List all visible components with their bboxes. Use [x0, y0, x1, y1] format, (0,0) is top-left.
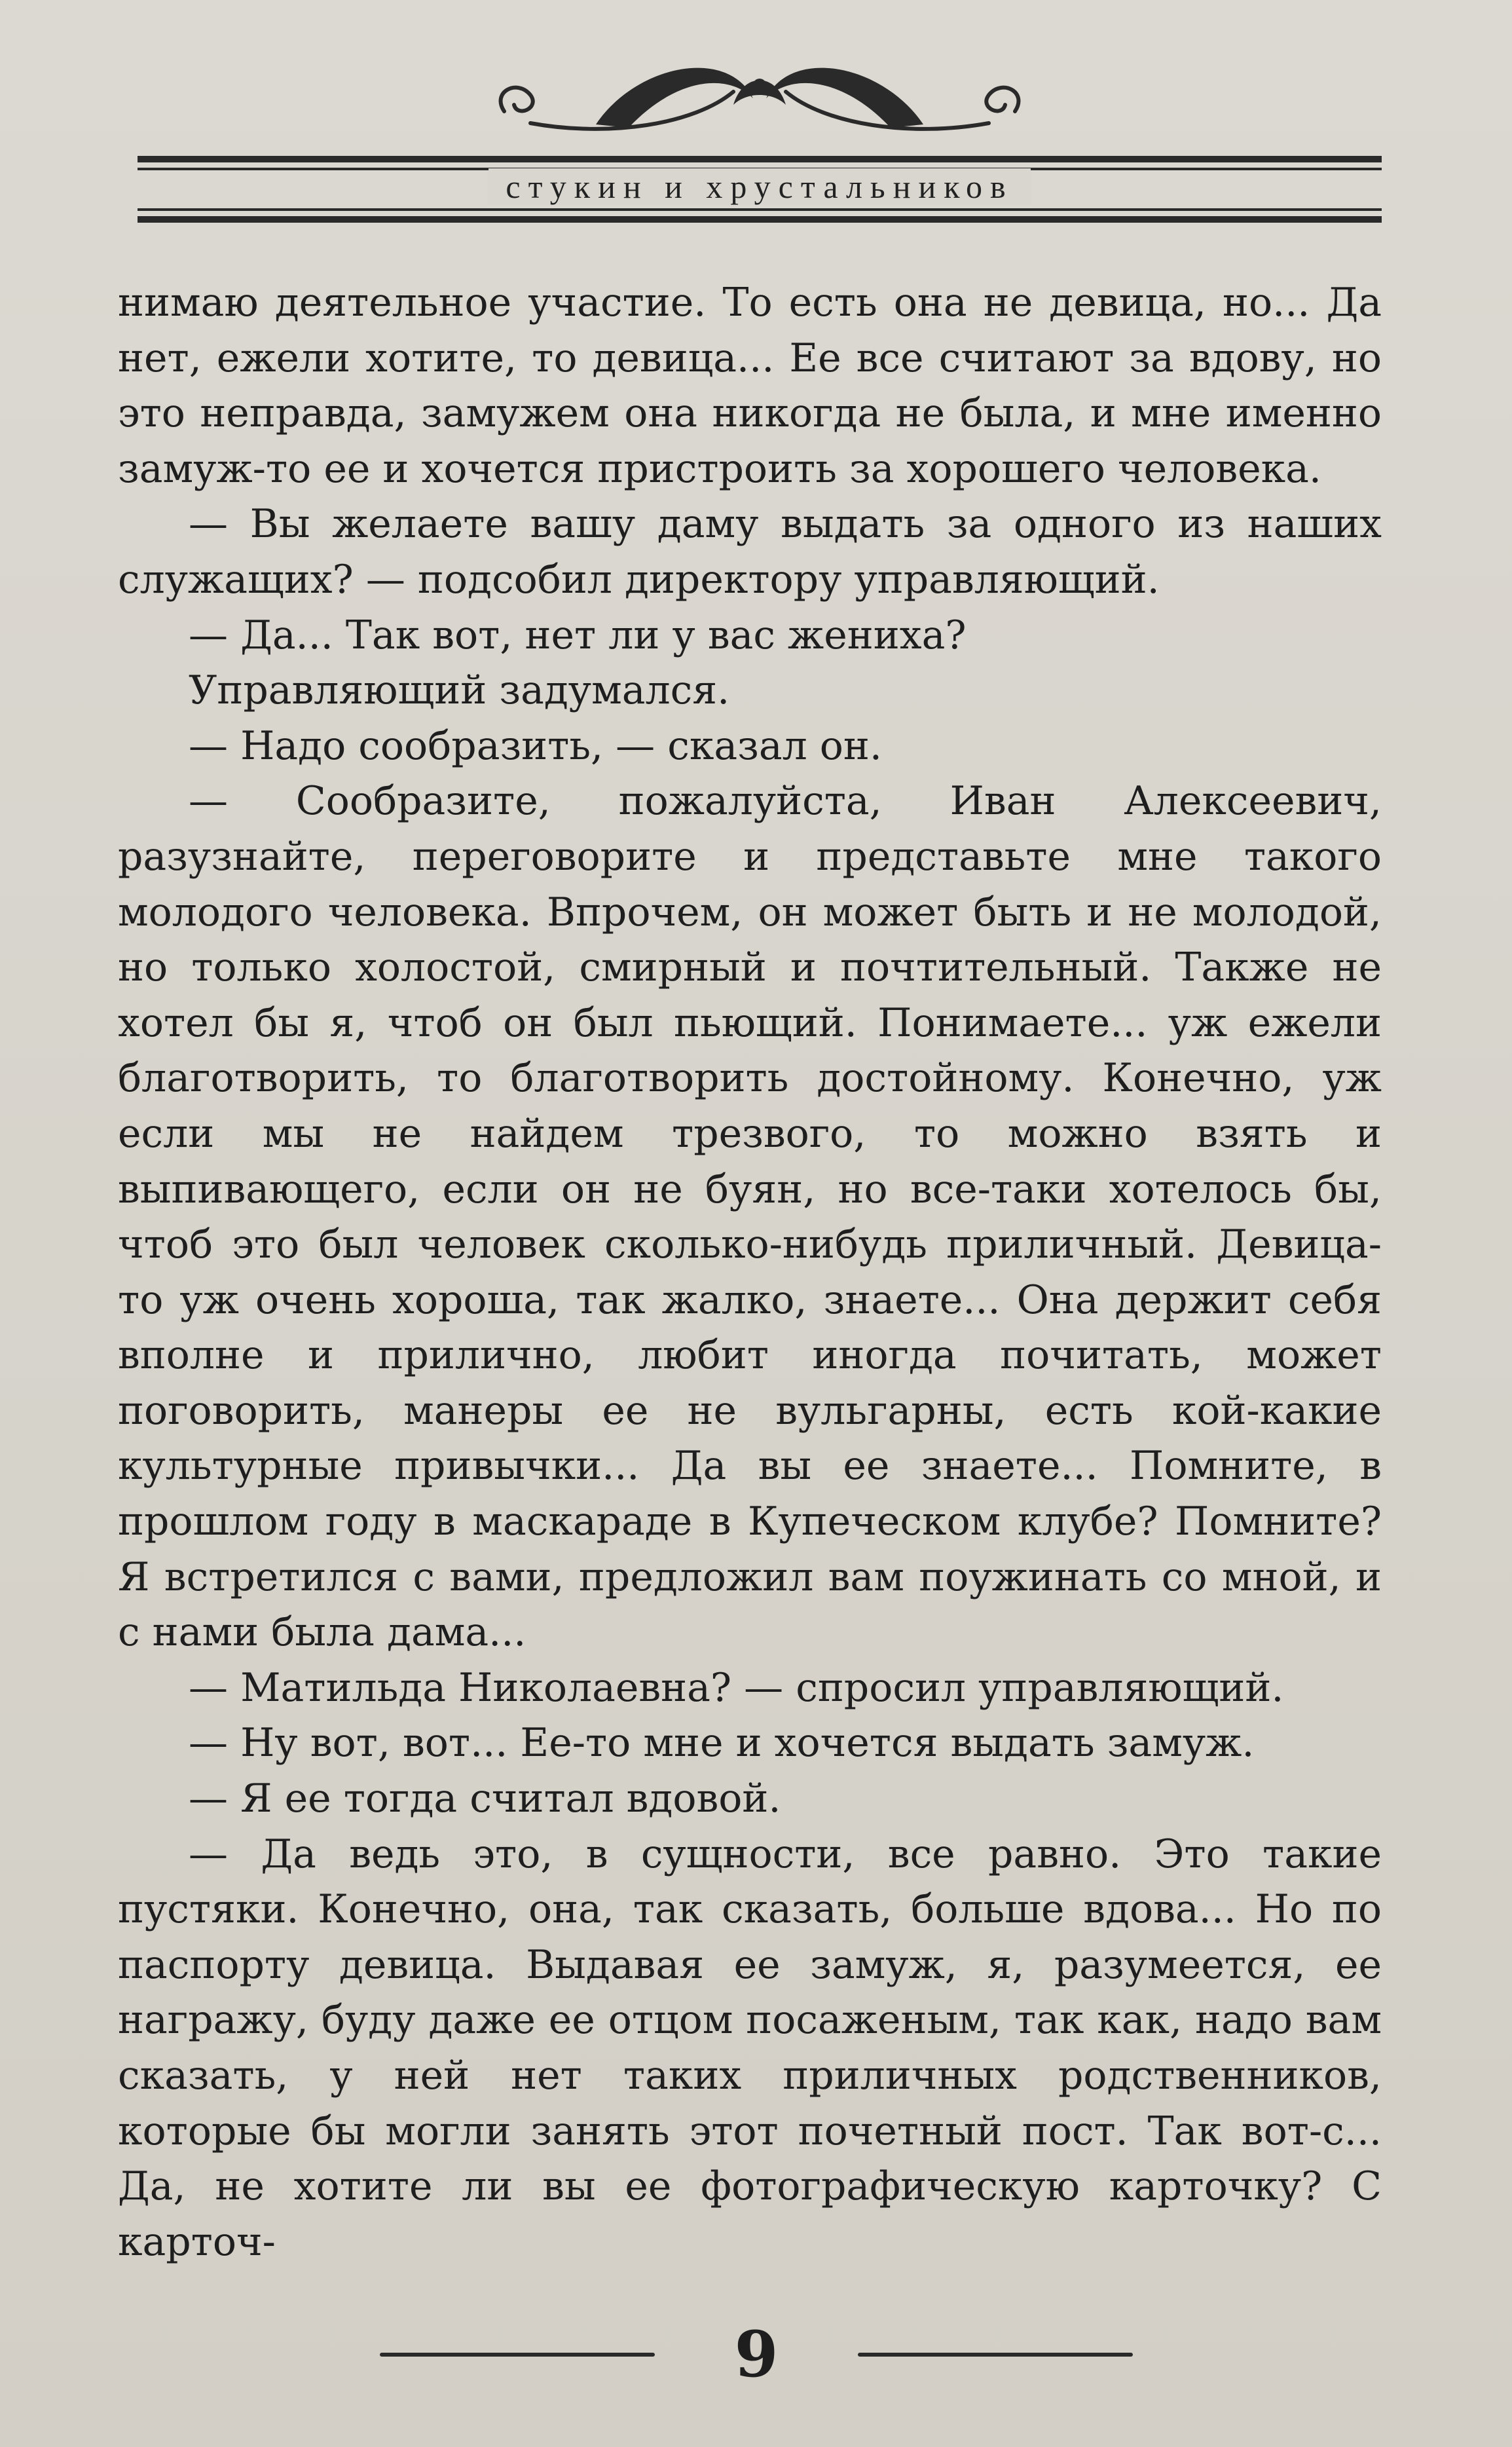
paragraph: — Вы желаете вашу даму выдать за одного из наших служащих? — подсобил директору управляющий. [118, 501, 1382, 603]
paragraph: — Да ведь это, в сущности, все равно. Это такие пустяки. Конечно, она, так сказать, больше вдова... Но по паспорту девица. Выдавая ее замуж, я, разумеется, ее награжу, буду даже ее отцом посаженым, так как, надо вам сказать, у ней нет таких приличных родственников, которые бы могли занять этот почетный пост. Так вот-с... Да, не хотите ли вы ее фотографическую карточку? С карточ- [118, 1831, 1382, 2265]
header-rule-thin-bottom [138, 208, 1382, 211]
header-rule-thick-bottom [138, 216, 1382, 223]
page-footer [373, 2319, 1139, 2391]
paragraph: — Сообразите, пожалуйста, Иван Алексеевич, разузнайте, переговорите и представьте мне такого молодого человека. Впрочем, он может быть и не молодой, но только холостой, смирный и почтительный. Также не хотел бы я, чтоб он был пьющий. Понимаете... уж ежели благотворить, то благотворить достойному. Конечно, уж если мы не найдем трезвого, то можно взять и выпивающего, если он не буян, но все-таки хотелось бы, чтоб это был человек сколько-нибудь приличный. Девица-то уж очень хороша, так жалко, знаете... Она держит себя вполне и прилично, любит иногда почитать, может поговорить, манеры ее не вульгарны, есть кой-какие культурные привычки... Да вы ее знаете... Помните, в прошлом году в маскараде в Купеческом клубе? Помните? Я встретился с вами, предложил вам поужинать со мной, и с нами была дама... [118, 778, 1382, 1656]
header-rule-thick-top [138, 156, 1382, 162]
page-number: 9 [734, 2317, 779, 2391]
body-text [118, 275, 1382, 2270]
paragraph: — Надо сообразить, — сказал он. [189, 722, 882, 769]
paragraph: — Я ее тогда считал вдовой. [189, 1776, 781, 1822]
paragraph: — Ну вот, вот... Ее-то мне и хочется выдать замуж. [189, 1720, 1255, 1766]
running-head [138, 164, 1382, 210]
paragraph: Управляющий задумался. [189, 667, 730, 714]
flourish-ornament-icon [478, 46, 1041, 157]
running-title: стукин и хрустальников [489, 168, 1030, 205]
paragraph: нимаю деятельное участие. То есть она не девица, но... Да нет, ежели хотите, то девица... Ее все считают за вдову, но это неправда, замужем она никогда не была, и мне именно замуж-то ее и хочется пристроить за хорошего человека. [118, 280, 1382, 492]
paragraph: — Да... Так вот, нет ли у вас жениха? [189, 612, 967, 658]
paragraph: — Матильда Николаевна? — спросил управляющий. [189, 1664, 1284, 1711]
